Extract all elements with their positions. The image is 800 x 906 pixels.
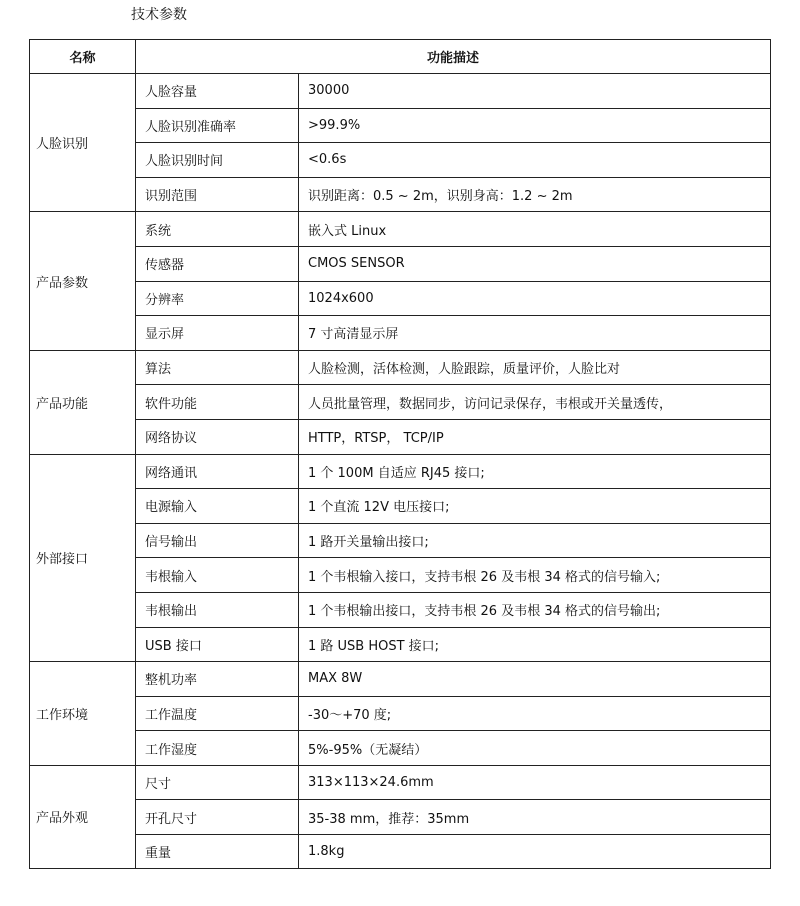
table-header — [30, 40, 771, 74]
table-body — [30, 74, 771, 869]
row-label: USB 接口 — [136, 627, 299, 662]
row-label: 分辨率 — [136, 281, 299, 316]
row-value: MAX 8W — [299, 662, 771, 697]
row-value: 人员批量管理，数据同步，访问记录保存，韦根或开关量透传， — [299, 385, 771, 420]
table-row — [30, 489, 771, 524]
table-row — [30, 246, 771, 281]
header-name: 名称 — [30, 40, 136, 74]
table-row — [30, 558, 771, 593]
row-value: 1 路 USB HOST 接口; — [299, 627, 771, 662]
table-row — [30, 108, 771, 143]
row-value: 1024x600 — [299, 281, 771, 316]
table-row — [30, 835, 771, 869]
row-label: 网络通讯 — [136, 454, 299, 489]
table-row — [30, 627, 771, 662]
row-label: 电源输入 — [136, 489, 299, 524]
table-row — [30, 592, 771, 627]
row-label: 网络协议 — [136, 419, 299, 454]
table-row — [30, 662, 771, 697]
table-row — [30, 177, 771, 212]
row-label: 尺寸 — [136, 765, 299, 800]
row-value: 7 寸高清显示屏 — [299, 316, 771, 351]
table-row — [30, 281, 771, 316]
table-row — [30, 316, 771, 351]
group-name: 人脸识别 — [30, 74, 136, 212]
row-value: <0.6s — [299, 143, 771, 178]
row-label: 识别范围 — [136, 177, 299, 212]
table-row — [30, 696, 771, 731]
table-row — [30, 350, 771, 385]
table-row — [30, 765, 771, 800]
row-value: CMOS SENSOR — [299, 246, 771, 281]
row-label: 信号输出 — [136, 523, 299, 558]
row-label: 人脸容量 — [136, 74, 299, 109]
row-value: 1 路开关量输出接口; — [299, 523, 771, 558]
group-name: 产品外观 — [30, 765, 136, 868]
row-label: 韦根输出 — [136, 592, 299, 627]
row-value: HTTP，RTSP， TCP/IP — [299, 419, 771, 454]
header-row — [30, 40, 771, 74]
table-row — [30, 523, 771, 558]
row-value: 1 个 100M 自适应 RJ45 接口; — [299, 454, 771, 489]
row-value: 1 个直流 12V 电压接口; — [299, 489, 771, 524]
row-value: 30000 — [299, 74, 771, 109]
group-name: 产品参数 — [30, 212, 136, 350]
row-value: 人脸检测，活体检测，人脸跟踪，质量评价，人脸比对 — [299, 350, 771, 385]
spec-table — [29, 39, 771, 869]
group-name: 外部接口 — [30, 454, 136, 662]
table-row — [30, 731, 771, 766]
table-row — [30, 454, 771, 489]
group-name: 工作环境 — [30, 662, 136, 766]
table-row — [30, 143, 771, 178]
table-row — [30, 419, 771, 454]
group-name: 产品功能 — [30, 350, 136, 454]
row-value: 1 个韦根输出接口，支持韦根 26 及韦根 34 格式的信号输出; — [299, 592, 771, 627]
row-value: 1 个韦根输入接口，支持韦根 26 及韦根 34 格式的信号输入; — [299, 558, 771, 593]
row-label: 人脸识别准确率 — [136, 108, 299, 143]
row-label: 整机功率 — [136, 662, 299, 697]
table-row — [30, 212, 771, 247]
row-value: -30～+70 度; — [299, 696, 771, 731]
row-label: 工作湿度 — [136, 731, 299, 766]
row-value: 识别距离：0.5 ~ 2m，识别身高：1.2 ~ 2m — [299, 177, 771, 212]
row-label: 韦根输入 — [136, 558, 299, 593]
row-label: 工作温度 — [136, 696, 299, 731]
row-label: 开孔尺寸 — [136, 800, 299, 835]
row-value: 313×113×24.6mm — [299, 765, 771, 800]
row-label: 系统 — [136, 212, 299, 247]
row-value: 嵌入式 Linux — [299, 212, 771, 247]
row-label: 算法 — [136, 350, 299, 385]
table-row — [30, 74, 771, 109]
row-value: 5%-95%（无凝结） — [299, 731, 771, 766]
row-label: 软件功能 — [136, 385, 299, 420]
table-row — [30, 385, 771, 420]
row-label: 重量 — [136, 835, 299, 869]
row-value: 1.8kg — [299, 835, 771, 869]
row-label: 传感器 — [136, 246, 299, 281]
header-description: 功能描述 — [136, 40, 771, 74]
row-value: >99.9% — [299, 108, 771, 143]
document-title: 技术参数 — [131, 7, 187, 23]
row-label: 人脸识别时间 — [136, 143, 299, 178]
row-value: 35-38 mm，推荐：35mm — [299, 800, 771, 835]
table-row — [30, 800, 771, 835]
row-label: 显示屏 — [136, 316, 299, 351]
